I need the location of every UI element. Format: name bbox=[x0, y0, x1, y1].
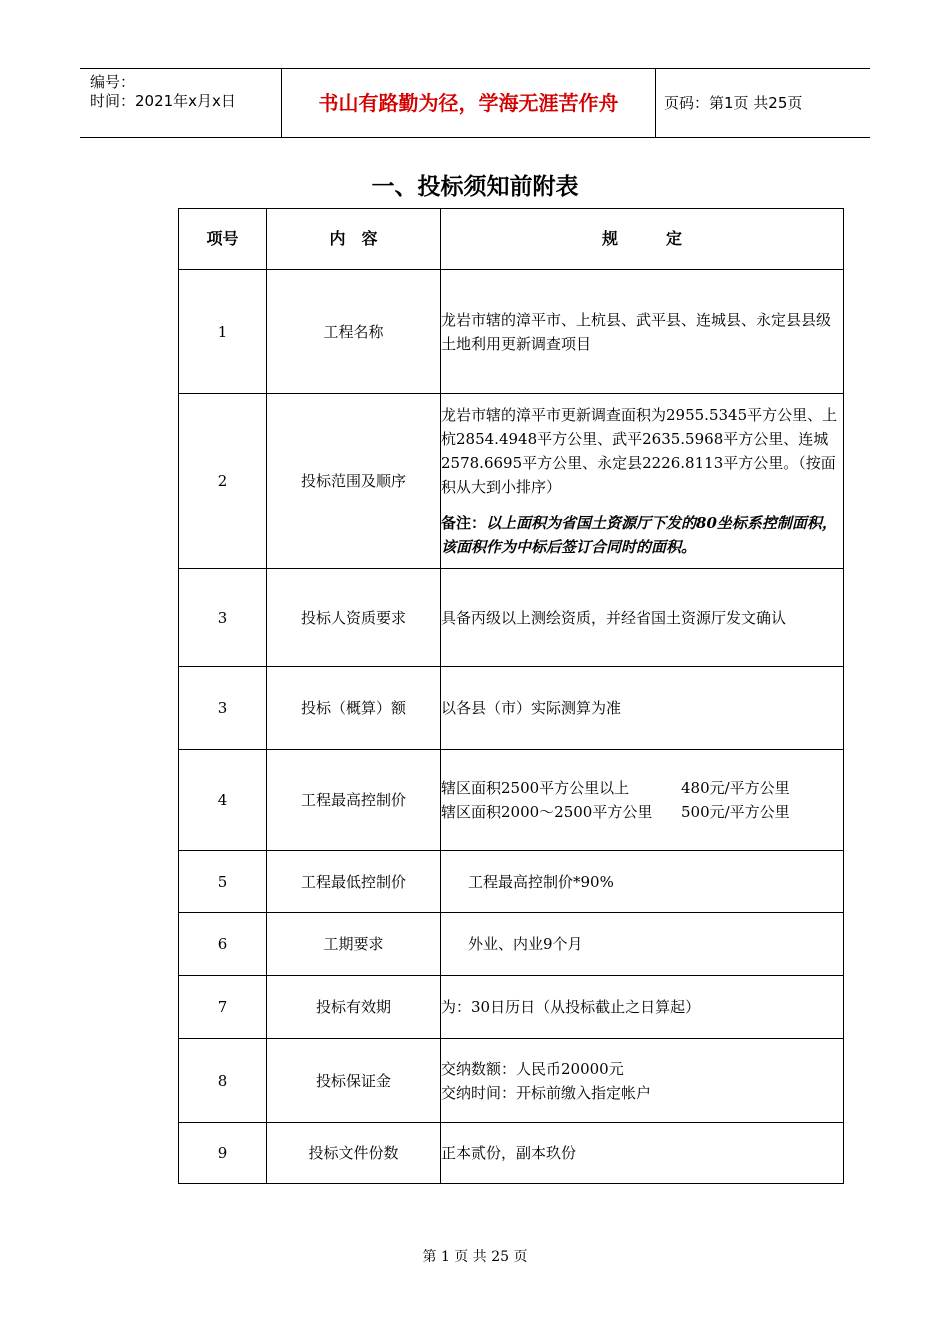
header-rule: 规 定 bbox=[441, 209, 844, 270]
row-num: 5 bbox=[179, 851, 267, 913]
row-item: 工程最低控制价 bbox=[267, 851, 441, 913]
document-header bbox=[80, 68, 870, 138]
deposit-time: 交纳时间：开标前缴入指定帐户 bbox=[441, 1083, 652, 1102]
row-item: 投标保证金 bbox=[267, 1039, 441, 1123]
table-row bbox=[179, 750, 844, 851]
row-num: 2 bbox=[179, 394, 267, 569]
row-item: 投标范围及顺序 bbox=[267, 394, 441, 569]
header-num: 项号 bbox=[179, 209, 267, 270]
row-num: 4 bbox=[179, 750, 267, 851]
row-num: 6 bbox=[179, 913, 267, 976]
row-item: 投标人资质要求 bbox=[267, 569, 441, 667]
page-title: 一、投标须知前附表 bbox=[371, 173, 579, 200]
note-text: 以上面积为省国土资源厅下发的80坐标系控制面积，该面积作为中标后签订合同时的面积。 bbox=[441, 514, 837, 556]
row-rule bbox=[441, 750, 844, 851]
time-label: 时间：2021年x月x日 bbox=[90, 92, 236, 110]
fee-line bbox=[441, 800, 843, 824]
table-header-row bbox=[179, 209, 844, 270]
row-rule: 为：30日历日（从投标截止之日算起） bbox=[441, 976, 844, 1039]
row-rule: 工程最高控制价*90% bbox=[441, 851, 844, 913]
table-row bbox=[179, 667, 844, 750]
row-num: 8 bbox=[179, 1039, 267, 1123]
header-meta bbox=[80, 69, 282, 137]
row-item: 投标有效期 bbox=[267, 976, 441, 1039]
header-motto: 书山有路勤为径，学海无涯苦作舟 bbox=[282, 69, 656, 137]
row-num: 1 bbox=[179, 270, 267, 394]
row-num: 7 bbox=[179, 976, 267, 1039]
row-rule: 龙岩市辖的漳平市、上杭县、武平县、连城县、永定县县级土地利用更新调查项目 bbox=[441, 270, 844, 394]
header-item: 内 容 bbox=[267, 209, 441, 270]
row-item: 投标文件份数 bbox=[267, 1123, 441, 1184]
row-num: 3 bbox=[179, 569, 267, 667]
row-rule: 正本贰份，副本玖份 bbox=[441, 1123, 844, 1184]
row-num: 9 bbox=[179, 1123, 267, 1184]
row-item: 工期要求 bbox=[267, 913, 441, 976]
serial-label: 编号： bbox=[90, 73, 136, 91]
fee-range: 辖区面积2500平方公里以上 bbox=[441, 779, 630, 797]
row-item: 工程最高控制价 bbox=[267, 750, 441, 851]
note-label: 备注： bbox=[441, 514, 487, 532]
header-page-label: 页码：第1页 共25页 bbox=[664, 94, 803, 112]
row-rule bbox=[441, 1039, 844, 1123]
table-row bbox=[179, 1039, 844, 1123]
row-rule: 具备丙级以上测绘资质，并经省国土资源厅发文确认 bbox=[441, 569, 844, 667]
table-row bbox=[179, 913, 844, 976]
page-footer: 第 1 页 共 25 页 bbox=[422, 1249, 528, 1265]
table-row bbox=[179, 394, 844, 569]
table-row bbox=[179, 976, 844, 1039]
row-rule: 以各县（市）实际测算为准 bbox=[441, 667, 844, 750]
fee-price: 500元/平方公里 bbox=[681, 803, 790, 821]
deposit-amount: 交纳数额：人民币20000元 bbox=[441, 1059, 624, 1078]
row-rule: 外业、内业9个月 bbox=[441, 913, 844, 976]
table-row bbox=[179, 851, 844, 913]
scope-text: 龙岩市辖的漳平市更新调查面积为2955.5345平方公里、上杭2854.4948平方公里、武平2635.5968平方公里、连城2578.6695平方公里、永定县2226.8113平方公里。（按面积从大到小排序） bbox=[441, 406, 838, 496]
table-row bbox=[179, 569, 844, 667]
row-item: 工程名称 bbox=[267, 270, 441, 394]
fee-price: 480元/平方公里 bbox=[681, 779, 790, 797]
row-rule bbox=[441, 394, 844, 569]
bid-appendix-table bbox=[178, 208, 844, 1184]
row-item: 投标（概算）额 bbox=[267, 667, 441, 750]
row-num: 3 bbox=[179, 667, 267, 750]
fee-line bbox=[441, 776, 843, 800]
fee-range: 辖区面积2000～2500平方公里 bbox=[441, 803, 653, 821]
scope-note bbox=[441, 511, 843, 559]
table-row bbox=[179, 1123, 844, 1184]
table-row bbox=[179, 270, 844, 394]
